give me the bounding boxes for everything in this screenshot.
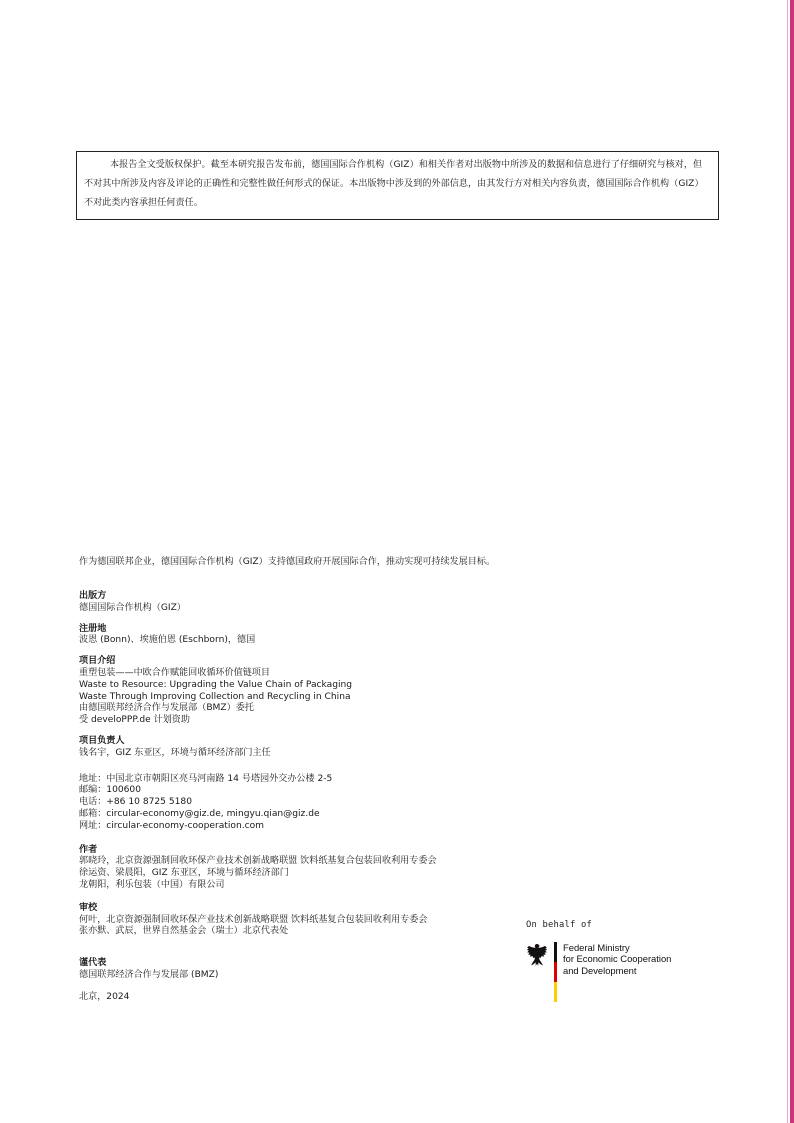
- project-line: 受 develoPPP.de 计划资助: [79, 715, 190, 726]
- registered-heading: 注册地: [79, 623, 107, 634]
- authors-heading: 作者: [79, 844, 98, 855]
- registered-section: [79, 624, 509, 648]
- disclaimer-text: 本报告全文受版权保护。截至本研究报告发布前，德国国际合作机构（GIZ）和相关作者对出版物中所涉及的数据和信息进行了仔细研究与核对，但不对其中所涉及内容及评论的正确性和完整性做任何形式的保证。本出版物中涉及到的外部信息，由其发行方对相关内容负责，德国国际合作机构（GIZ）不对此类内容承担任何责任。: [84, 160, 704, 208]
- federal-eagle-icon: [526, 943, 548, 967]
- ministry-name: [563, 942, 671, 976]
- author-line: 郭晓玲，北京资源强制回收环保产业技术创新战略联盟 饮料纸基复合包装回收利用专委会: [79, 856, 437, 867]
- reviewer-line: 何叶，北京资源强制回收环保产业技术创新战略联盟 饮料纸基复合包装回收利用专委会: [79, 914, 428, 925]
- on-behalf-heading: 谨代表: [79, 958, 107, 969]
- bmz-logo: [526, 920, 706, 1005]
- review-section: [79, 903, 509, 938]
- page-edge-accent: [790, 0, 794, 1123]
- project-section: [79, 656, 509, 727]
- publisher-section: [79, 591, 509, 615]
- contact-email: 邮箱：circular-economy@giz.de, mingyu.qian@giz.de: [79, 808, 320, 819]
- on-behalf-section: [79, 958, 509, 982]
- giz-mission-statement: 作为德国联邦企业，德国国际合作机构（GIZ）支持德国政府开展国际合作，推动实现可持续发展目标。: [79, 557, 496, 567]
- contact-postcode: 邮编：100600: [79, 785, 141, 796]
- contact-section: [79, 774, 509, 833]
- review-heading: 审校: [79, 902, 98, 913]
- lead-line: 钱名宇，GIZ 东亚区，环境与循环经济部门主任: [79, 747, 271, 758]
- flag-stripe-gold: [554, 982, 557, 1002]
- project-line: 重塑包装——中欧合作赋能回收循环价值链项目: [79, 667, 270, 678]
- reviewer-line: 张亦默、武辰，世界自然基金会（瑞士）北京代表处: [79, 926, 289, 937]
- project-line: Waste Through Improving Collection and Recycling in China: [79, 691, 351, 702]
- registered-line: 波恩 (Bonn)、埃施伯恩 (Eschborn)，德国: [79, 635, 256, 646]
- contact-address: 地址：中国北京市朝阳区亮马河南路 14 号塔园外交办公楼 2-5: [79, 773, 333, 784]
- lead-heading: 项目负责人: [79, 735, 125, 746]
- project-line: 由德国联邦经济合作与发展部（BMZ）委托: [79, 703, 254, 714]
- project-heading: 项目介绍: [79, 656, 116, 667]
- flag-stripe-red: [554, 962, 557, 982]
- ministry-line: Federal Ministry: [563, 942, 630, 953]
- imprint: [79, 591, 509, 1004]
- lead-section: [79, 736, 509, 760]
- publisher-heading: 出版方: [79, 591, 107, 601]
- publisher-line: 德国国际合作机构（GIZ）: [79, 602, 186, 613]
- copyright-disclaimer-box: [76, 151, 719, 220]
- contact-phone: 电话：+86 10 8725 5180: [79, 797, 193, 808]
- on-behalf-line: 德国联邦经济合作与发展部 (BMZ): [79, 969, 219, 980]
- ministry-line: for Economic Cooperation: [563, 953, 672, 965]
- place-date: 北京，2024: [79, 991, 130, 1002]
- project-line: Waste to Resource: Upgrading the Value Chain of Packaging: [79, 679, 353, 690]
- contact-website: 网址：circular-economy-cooperation.com: [79, 820, 265, 831]
- ministry-line: and Development: [563, 964, 637, 976]
- on-behalf-label: On behalf of: [526, 920, 592, 930]
- author-line: 龙朝阳，利乐包装（中国）有限公司: [79, 879, 225, 890]
- german-flag-bar: [554, 942, 557, 1002]
- author-line: 徐运资、梁晨阳，GIZ 东亚区，环境与循环经济部门: [79, 868, 289, 879]
- authors-section: [79, 845, 509, 892]
- flag-stripe-black: [554, 942, 557, 962]
